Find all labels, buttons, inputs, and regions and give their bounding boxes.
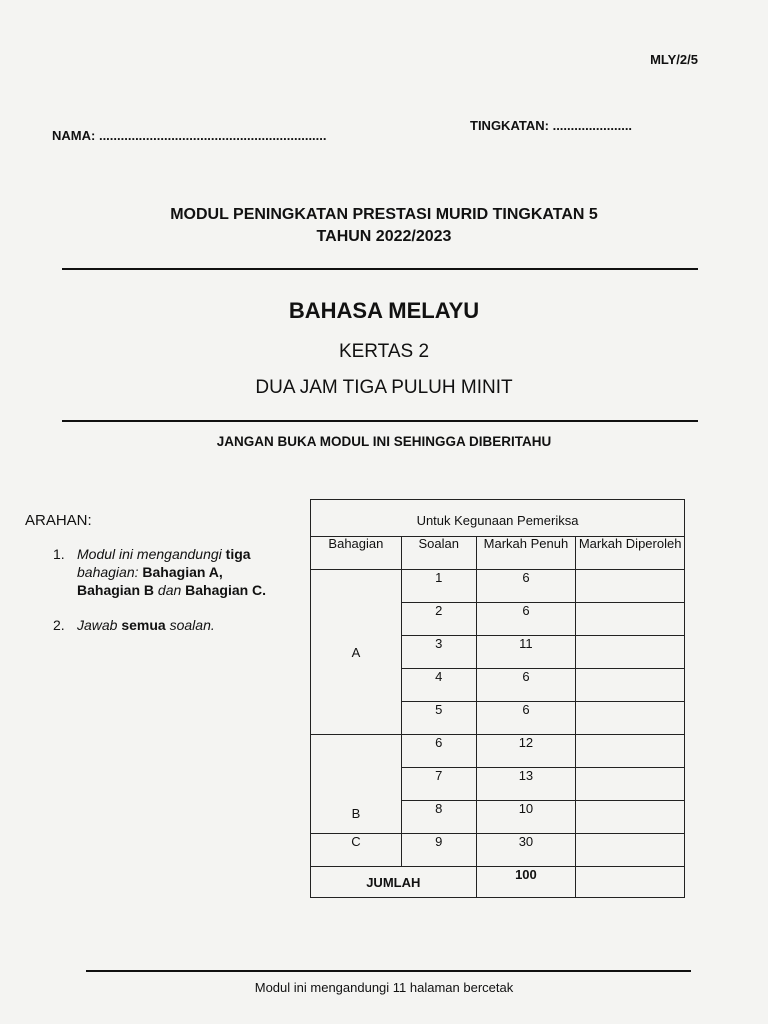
instruction-emphasis: semua [121,617,166,633]
paper-code: MLY/2/5 [650,52,698,67]
paper-number: KERTAS 2 [338,341,430,362]
section-b-label: B [311,735,402,834]
instruction-text: bahagian: [77,564,139,580]
module-title-line1: MODUL PENINGKATAN PRESTASI MURID TINGKATAN 5 [170,206,598,223]
instruction-item-2 [53,616,303,634]
full-marks-cell: 6 [476,702,576,735]
obtained-marks-cell[interactable] [576,636,685,669]
table-row [311,570,685,603]
instructions-heading: ARAHAN: [25,512,92,529]
header-question: Soalan [401,537,476,570]
table-row [311,834,685,867]
full-marks-cell: 30 [476,834,576,867]
header-full-marks: Markah Penuh [476,537,576,570]
instruction-emphasis: tiga [225,546,251,562]
instruction-text: soalan. [169,617,215,633]
table-caption: Untuk Kegunaan Pemeriksa [311,500,685,537]
question-cell: 3 [401,636,476,669]
instruction-number: 2. [53,617,65,633]
instruction-text: Modul ini mengandungi [77,546,222,562]
obtained-marks-cell[interactable] [576,669,685,702]
table-row [311,735,685,768]
full-marks-cell: 12 [476,735,576,768]
instruction-text: dan [157,582,182,598]
module-title-line2: TAHUN 2022/2023 [316,228,452,245]
form-label: TINGKATAN: [470,118,549,133]
section-a-label: A [311,570,402,735]
subject-name: BAHASA MELAYU [288,298,480,323]
middle-divider [62,420,698,422]
name-label: NAMA: [52,128,96,143]
question-cell: 8 [401,801,476,834]
total-full-marks: 100 [476,867,576,898]
form-field [470,118,632,133]
obtained-marks-cell[interactable] [576,801,685,834]
name-dotted-line: ............................................................... [98,128,327,143]
obtained-marks-cell[interactable] [576,570,685,603]
footer-divider [86,970,691,972]
obtained-marks-cell[interactable] [576,603,685,636]
question-cell: 2 [401,603,476,636]
total-row [311,867,685,898]
total-label: JUMLAH [311,867,477,898]
page-count-note: Modul ini mengandungi 11 halaman bercetak [254,980,514,995]
full-marks-cell: 6 [476,570,576,603]
question-cell: 1 [401,570,476,603]
obtained-marks-cell[interactable] [576,834,685,867]
instruction-emphasis: Bahagian A, [142,564,223,580]
full-marks-cell: 13 [476,768,576,801]
full-marks-cell: 6 [476,669,576,702]
name-field [52,128,327,143]
obtained-marks-cell[interactable] [576,768,685,801]
instruction-number: 1. [53,546,65,562]
full-marks-cell: 11 [476,636,576,669]
module-title [0,204,768,248]
question-cell: 5 [401,702,476,735]
question-cell: 7 [401,768,476,801]
header-section: Bahagian [311,537,402,570]
form-dotted-line: ...................... [552,118,633,133]
examiner-marks-table [310,499,685,898]
instruction-text: Jawab [77,617,118,633]
obtained-marks-cell[interactable] [576,735,685,768]
obtained-marks-cell[interactable] [576,702,685,735]
instruction-emphasis: Bahagian C. [185,582,267,598]
instruction-item-1 [53,545,303,599]
instruction-emphasis: Bahagian B [77,582,155,598]
question-cell: 4 [401,669,476,702]
total-obtained-cell[interactable] [576,867,685,898]
question-cell: 9 [401,834,476,867]
question-cell: 6 [401,735,476,768]
warning-notice: JANGAN BUKA MODUL INI SEHINGGA DIBERITAHU [216,434,552,449]
full-marks-cell: 10 [476,801,576,834]
top-divider [62,268,698,270]
section-c-label: C [311,834,402,867]
exam-duration: DUA JAM TIGA PULUH MINIT [255,377,513,398]
header-obtained-marks: Markah Diperoleh [576,537,685,570]
full-marks-cell: 6 [476,603,576,636]
